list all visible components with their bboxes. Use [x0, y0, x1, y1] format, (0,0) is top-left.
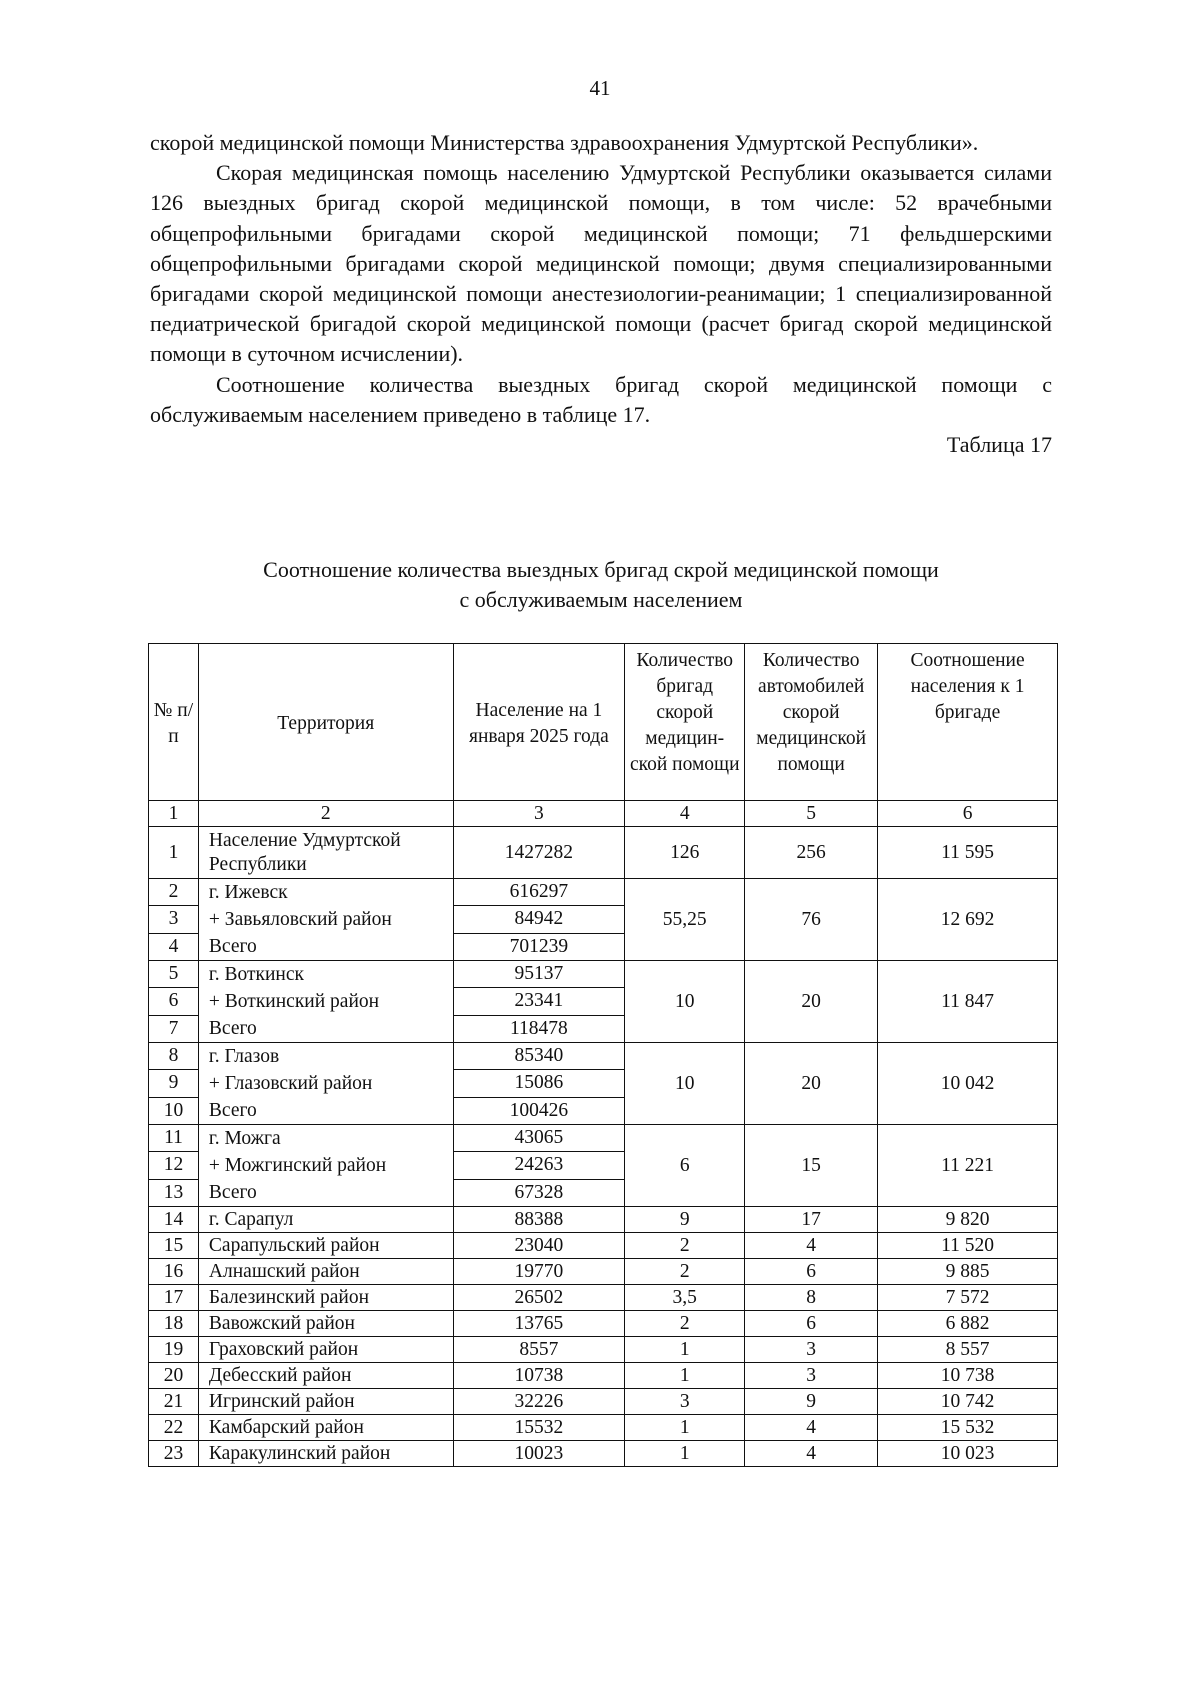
- row-num: 17: [149, 1285, 199, 1311]
- row-population: 1427282: [453, 827, 625, 879]
- territory-line: + Можгинский район: [208, 1155, 387, 1176]
- row-ratio: 10 023: [878, 1441, 1058, 1467]
- row-num: 2: [149, 879, 199, 906]
- table-title-line: Соотношение количества выездных бригад скрой медицинской помощи: [263, 557, 939, 582]
- row-population: 701239: [453, 933, 625, 960]
- row-num: 19: [149, 1337, 199, 1363]
- row-brigades: 3,5: [625, 1285, 745, 1311]
- row-territory: Каракулинский район: [198, 1441, 453, 1467]
- row-vehicles: 6: [745, 1259, 878, 1285]
- row-population: 15532: [453, 1415, 625, 1441]
- row-territory: [198, 1043, 453, 1125]
- territory-line: Всего: [208, 1182, 257, 1203]
- row-population: 15086: [453, 1070, 625, 1097]
- row-population: 23341: [453, 988, 625, 1015]
- row-territory: Население Удмуртской Республики: [198, 827, 453, 879]
- row-territory: Балезинский район: [198, 1285, 453, 1311]
- row-ratio: 12 692: [878, 879, 1058, 961]
- row-ratio: 9 885: [878, 1259, 1058, 1285]
- row-vehicles: 76: [745, 879, 878, 961]
- table-row: [149, 1415, 1058, 1441]
- paragraph: Скорая медицинская помощь населению Удмуртской Республики оказывается силами 126 выездных бригад скорой медицинской помощи, в том числе: 52 врачебными общепрофильными бригадами скорой медицинской помощи; 71 фельдшерскими общепрофильными бригадами скорой медицинской помощи; двумя специализированными бригадами скорой медицинской помощи анестезиологии-реанимации; 1 специализированной педиатрической бригадой скорой медицинской помощи (расчет бригад скорой медицинской помощи в суточном исчислении).: [150, 160, 1052, 367]
- row-brigades: 1: [625, 1337, 745, 1363]
- row-territory: Камбарский район: [198, 1415, 453, 1441]
- territory-line: + Завьяловский район: [208, 909, 392, 930]
- row-population: 67328: [453, 1179, 625, 1206]
- row-vehicles: 4: [745, 1441, 878, 1467]
- row-territory: [198, 879, 453, 961]
- table-row: [149, 961, 1058, 988]
- row-territory: Дебесский район: [198, 1363, 453, 1389]
- header-population: Население на 1 января 2025 года: [453, 644, 625, 801]
- row-num: 14: [149, 1207, 199, 1233]
- table-row: [149, 879, 1058, 906]
- table-row: [149, 1363, 1058, 1389]
- row-territory: г. Сарапул: [198, 1207, 453, 1233]
- table-label: Таблица 17: [946, 432, 1052, 458]
- col-number: 6: [878, 801, 1058, 827]
- row-ratio: 9 820: [878, 1207, 1058, 1233]
- territory-line: + Глазовский район: [208, 1073, 373, 1094]
- row-num: 12: [149, 1152, 199, 1179]
- table-row: [149, 1043, 1058, 1070]
- row-brigades: 55,25: [625, 879, 745, 961]
- body-text: [150, 128, 1052, 460]
- row-territory: Вавожский район: [198, 1311, 453, 1337]
- col-number: 2: [198, 801, 453, 827]
- row-num: 7: [149, 1015, 199, 1042]
- row-vehicles: 20: [745, 961, 878, 1043]
- row-population: 95137: [453, 961, 625, 988]
- row-num: 18: [149, 1311, 199, 1337]
- row-territory: [198, 961, 453, 1043]
- row-population: 32226: [453, 1389, 625, 1415]
- paragraph: скорой медицинской помощи Министерства здравоохранения Удмуртской Республики».: [150, 130, 979, 155]
- col-number: 3: [453, 801, 625, 827]
- row-vehicles: 4: [745, 1415, 878, 1441]
- row-brigades: 2: [625, 1233, 745, 1259]
- paragraph: Соотношение количества выездных бригад скорой медицинской помощи с обслуживаемым населением приведено в таблице 17.: [150, 371, 1052, 427]
- row-ratio: 10 738: [878, 1363, 1058, 1389]
- col-number: 5: [745, 801, 878, 827]
- territory-line: Всего: [208, 1018, 257, 1039]
- table-row: [149, 1233, 1058, 1259]
- row-vehicles: 256: [745, 827, 878, 879]
- row-ratio: 8 557: [878, 1337, 1058, 1363]
- table-title-line: с обслуживаемым населением: [459, 587, 743, 612]
- row-territory: Сарапульский район: [198, 1233, 453, 1259]
- row-population: 8557: [453, 1337, 625, 1363]
- row-brigades: 2: [625, 1259, 745, 1285]
- row-num: 15: [149, 1233, 199, 1259]
- row-vehicles: 3: [745, 1337, 878, 1363]
- row-vehicles: 8: [745, 1285, 878, 1311]
- row-population: 85340: [453, 1043, 625, 1070]
- row-num: 1: [149, 827, 199, 879]
- table-row: [149, 1441, 1058, 1467]
- row-territory: Алнашский район: [198, 1259, 453, 1285]
- row-territory: Игринский район: [198, 1389, 453, 1415]
- header-territory: Территория: [198, 644, 453, 801]
- row-population: 10023: [453, 1441, 625, 1467]
- row-brigades: 1: [625, 1415, 745, 1441]
- row-ratio: 7 572: [878, 1285, 1058, 1311]
- row-territory: Граховский район: [198, 1337, 453, 1363]
- table-row: [149, 1125, 1058, 1152]
- row-num: 10: [149, 1097, 199, 1124]
- row-num: 5: [149, 961, 199, 988]
- row-num: 22: [149, 1415, 199, 1441]
- row-population: 19770: [453, 1259, 625, 1285]
- table-row: [149, 827, 1058, 879]
- row-vehicles: 15: [745, 1125, 878, 1207]
- table-row: [149, 1337, 1058, 1363]
- territory-line: + Воткинский район: [208, 991, 380, 1012]
- row-num: 23: [149, 1441, 199, 1467]
- row-population: 13765: [453, 1311, 625, 1337]
- territory-line: Всего: [208, 1100, 257, 1121]
- header-vehicles: Количество автомобилей скорой медицинской помощи: [745, 644, 878, 801]
- table-row: [149, 1207, 1058, 1233]
- row-num: 4: [149, 933, 199, 960]
- row-num: 21: [149, 1389, 199, 1415]
- row-brigades: 126: [625, 827, 745, 879]
- row-ratio: 10 742: [878, 1389, 1058, 1415]
- territory-line: г. Ижевск: [208, 882, 288, 903]
- row-num: 9: [149, 1070, 199, 1097]
- territory-line: г. Можга: [208, 1128, 281, 1149]
- row-population: 23040: [453, 1233, 625, 1259]
- row-ratio: 6 882: [878, 1311, 1058, 1337]
- row-vehicles: 9: [745, 1389, 878, 1415]
- territory-line: г. Воткинск: [208, 964, 304, 985]
- row-brigades: 9: [625, 1207, 745, 1233]
- header-num: № п/п: [149, 644, 199, 801]
- row-population: 26502: [453, 1285, 625, 1311]
- row-territory: [198, 1125, 453, 1207]
- row-population: 43065: [453, 1125, 625, 1152]
- row-vehicles: 17: [745, 1207, 878, 1233]
- row-population: 10738: [453, 1363, 625, 1389]
- col-number: 1: [149, 801, 199, 827]
- row-brigades: 2: [625, 1311, 745, 1337]
- row-population: 88388: [453, 1207, 625, 1233]
- row-num: 13: [149, 1179, 199, 1206]
- header-ratio: Соотношение населения к 1 бригаде: [878, 644, 1058, 801]
- row-num: 6: [149, 988, 199, 1015]
- row-brigades: 3: [625, 1389, 745, 1415]
- row-num: 8: [149, 1043, 199, 1070]
- col-number: 4: [625, 801, 745, 827]
- row-num: 16: [149, 1259, 199, 1285]
- row-ratio: 15 532: [878, 1415, 1058, 1441]
- table-row: [149, 1285, 1058, 1311]
- row-ratio: 11 847: [878, 961, 1058, 1043]
- row-population: 24263: [453, 1152, 625, 1179]
- territory-line: г. Глазов: [208, 1046, 280, 1067]
- territory-line: Всего: [208, 936, 257, 957]
- brigades-table: [148, 643, 1058, 1467]
- page-number: 41: [589, 76, 611, 100]
- table-row: [149, 1389, 1058, 1415]
- row-num: 20: [149, 1363, 199, 1389]
- row-vehicles: 3: [745, 1363, 878, 1389]
- row-population: 616297: [453, 879, 625, 906]
- row-brigades: 6: [625, 1125, 745, 1207]
- row-ratio: 11 221: [878, 1125, 1058, 1207]
- row-population: 100426: [453, 1097, 625, 1124]
- row-ratio: 10 042: [878, 1043, 1058, 1125]
- row-num: 11: [149, 1125, 199, 1152]
- row-vehicles: 20: [745, 1043, 878, 1125]
- table-row: [149, 1259, 1058, 1285]
- row-ratio: 11 595: [878, 827, 1058, 879]
- row-brigades: 1: [625, 1363, 745, 1389]
- row-brigades: 1: [625, 1441, 745, 1467]
- row-ratio: 11 520: [878, 1233, 1058, 1259]
- row-vehicles: 6: [745, 1311, 878, 1337]
- row-brigades: 10: [625, 961, 745, 1043]
- row-vehicles: 4: [745, 1233, 878, 1259]
- header-brigades: Количество бригад скорой медицин-ской помощи: [625, 644, 745, 801]
- row-brigades: 10: [625, 1043, 745, 1125]
- table-row: [149, 1311, 1058, 1337]
- row-population: 84942: [453, 906, 625, 933]
- row-num: 3: [149, 906, 199, 933]
- row-population: 118478: [453, 1015, 625, 1042]
- table-title: [150, 555, 1052, 615]
